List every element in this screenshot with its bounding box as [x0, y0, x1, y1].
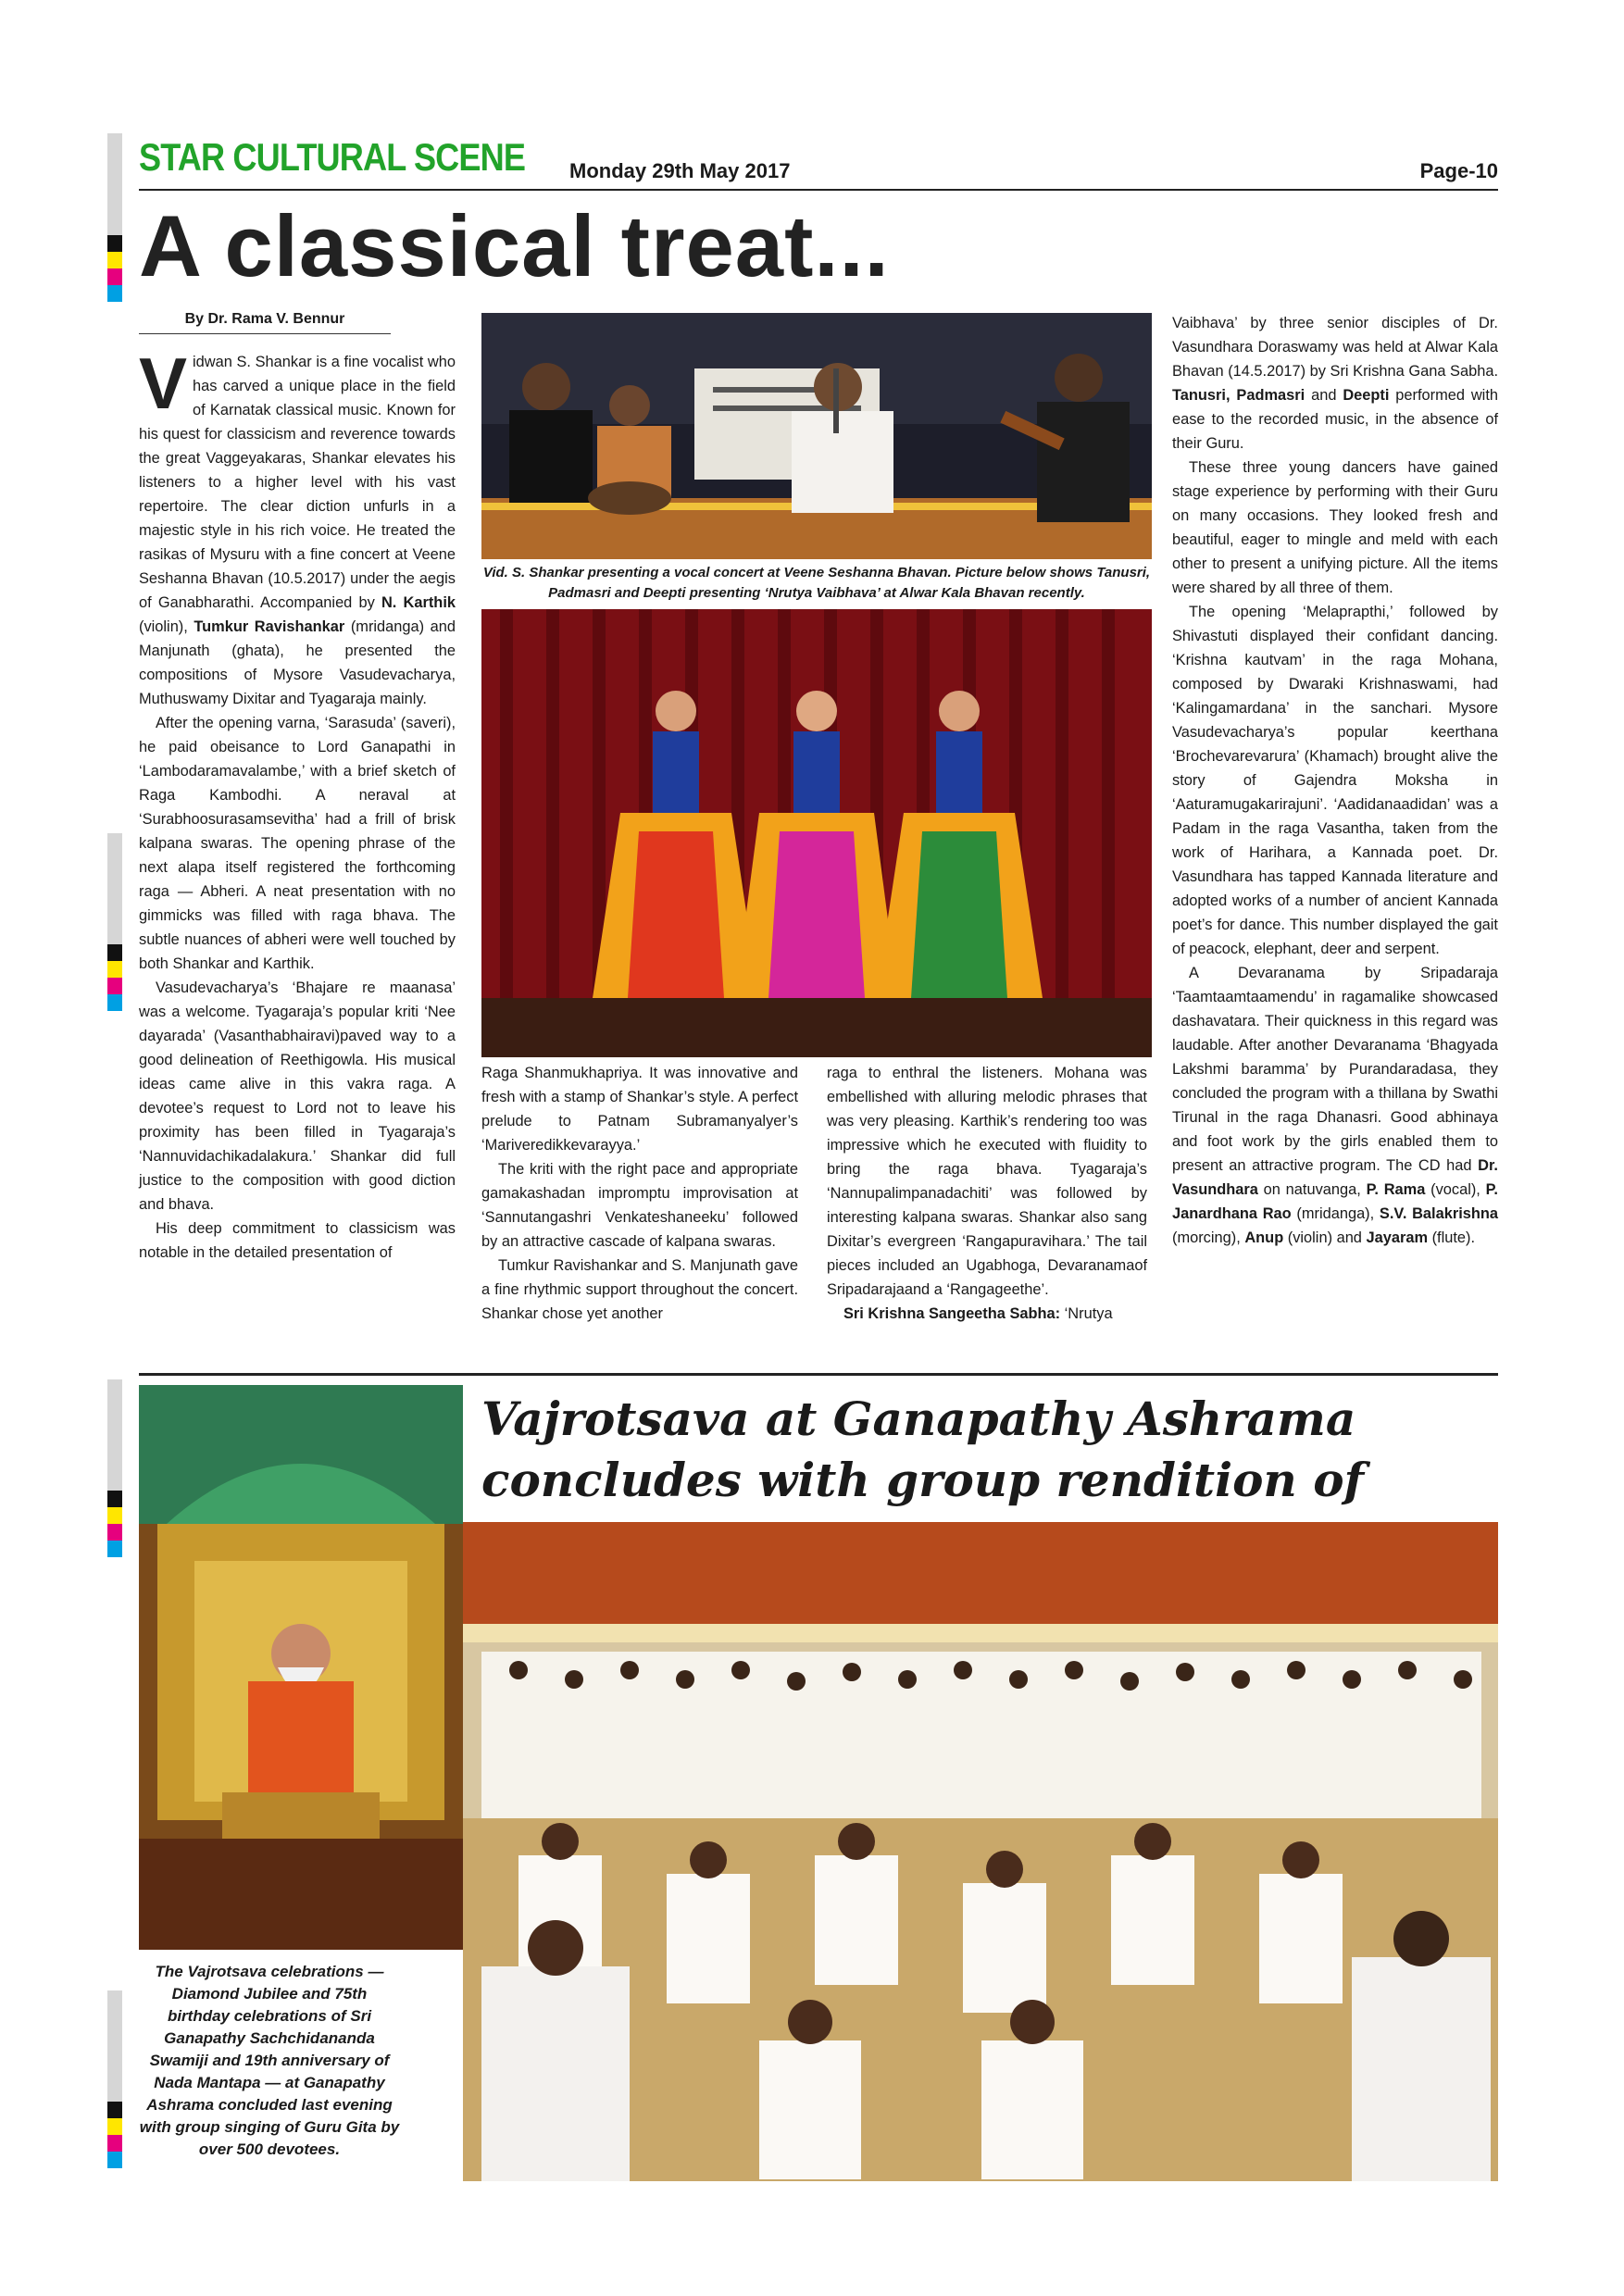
paragraph: Raga Shanmukhapriya. It was innovative and fresh with a stamp of Shankar’s style. A perfect prelude to Patnam Subramanyalyer’s ‘Mariveredikkevarayya.’	[481, 1065, 798, 1154]
paragraph: The opening ‘Melaprapthi,’ followed by Shivastuti displayed their confidant dancing. ‘Krishna kautvam’ in the raga Mohana, composed by Dwaraki Krishnaswami, had ‘Kalingamardana’ in the sanchari. Mysore Vasudevacharya’s popular keerthana ‘Brochevarevarura’ (Khamach) brought alive the story of Gajendra Moksha in ‘Aaturamugakarirajuni’. ‘Aadidanaadidan’ was a Padam in the raga Vasantha, taken from the work of Harihara, a Kannada poet. Dr. Vasundhara has tapped Kannada literature and adopted works of a number of ancient Kannada poet’s for dance. This number displayed the gait of peacock, elephant, deer and serpent.	[1172, 604, 1498, 957]
paragraph: His deep commitment to classicism was notable in the detailed presentation of	[139, 1220, 456, 1261]
ashrama-photo-caption: The Vajrotsava celebrations — Diamond Jubilee and 75th birthday celebrations of Sri Ganapathy Sachchidananda Swamiji and 19th anniversary of Nada Mantapa — at Ganapathy Ashrama concluded last evening with group singing of Guru Gita by over 500 devotees.	[139, 1963, 400, 2158]
registration-marks-bottom	[107, 1990, 122, 2168]
registration-marks-mid	[107, 833, 122, 1011]
article2-headline: Vajrotsava at Ganapathy Ashrama concludes with group rendition of	[481, 1391, 1365, 1507]
dance-photo	[481, 609, 1152, 1057]
paragraph: raga to enthral the listeners. Mohana was embellished with alluring melodic phrases that was very pleasing. Karthik’s rendering too was impressive which he executed with fluidity to bring the raga bhava. Tyagaraja’s ‘Nannupalimpanadachiti’ was followed by interesting kalpana swaras. Shankar also sang Dixitar’s evergreen ‘Rangapuravihara.’ The tail pieces included an Ugabhoga, Devaranamaof Sripadarajaand a ‘Rangageethe’.	[827, 1065, 1147, 1298]
paragraph: The kriti with the right pace and appropriate gamakashadan impromptu improvisation at ‘Sannutangashri Venkateshaneeku’ followed by an attractive cascade of kalpana swaras.	[481, 1161, 798, 1250]
article-column-4: Vaibhava’ by three senior disciples of Dr. Vasundhara Doraswamy was held at Alwar Kala Bhavan (14.5.2017) by Sri Krishna Gana Sabha. Tanusri, Padmasri and Deepti performed with ease to the recorded music, in the absence of their Guru. These three young dancers have gained stage experience by performing with their Guru on many occasions. They looked fresh and beautiful, eager to mingle and meld with each other to present a unifying picture. All the items were shared by all three of them. The opening ‘Melaprapthi,’ followed by Shivastuti displayed their confidant dancing. ‘Krishna kautvam’ in the raga Mohana, composed by Dwaraki Krishnaswami, had ‘Kalingamardana’ in the sanchari. Mysore Vasudevacharya’s popular keerthana ‘Brochevarevarura’ (Khamach) brought alive the story of Gajendra Moksha in ‘Aaturamugakarirajuni’. ‘Aadidanaadidan’ was a Padam in the raga Vasantha, taken from the work of Harihara, a Kannada poet. Dr. Vasundhara has tapped Kannada literature and adopted works of a number of ancient Kannada poet’s for dance. This number displayed the gait of peacock, elephant, deer and serpent. A Devaranama by Sripadaraja ‘Taamtaamtaamendu’ in ragamalike showcased dashavatara. Their quickness in this regard was laudable. After another Devaranama ‘Bhagyada Lakshmi baramma’ by Purandaradasa, they concluded the program with a thillana by Swathi Tirunal in the raga Dhanasri. Good abhinaya and foot work by the girls enabled them to present an attractive program. The CD had Dr. Vasundhara on natuvanga, P. Rama (vocal), P. Janardhana Rao (mridanga), S.V. Balakrishna (morcing), Anup (violin) and Jayaram (flute).	[1172, 315, 1499, 1246]
paragraph: Tumkur Ravishankar and S. Manjunath gave a fine rhythmic support throughout the concert. Shankar chose yet another	[481, 1257, 798, 1322]
byline: By Dr. Rama V. Bennur	[184, 311, 345, 327]
paragraph: After the opening varna, ‘Sarasuda’ (saveri), he paid obeisance to Lord Ganapathi in ‘Lambodaramavalambe,’ with a brief sketch of Raga Kambodhi. A neraval at ‘Surabhoosurasamsevitha’ had a frill of brisk kalpana swaras. The opening phrase of the next alapa itself registered the forthcoming raga — Abheri. A neat presentation with no gimmicks was filled with raga bhava. The subtle nuances of abheri were well touched by both Shankar and Karthik.	[139, 715, 456, 972]
issue-date: Monday 29th May 2017	[569, 159, 791, 182]
article-column-1: Vidwan S. Shankar is a fine vocalist who has carved a unique place in the field of Karnatak classical music. Known for his quest for classicism and reverence towards the great Vaggeyakaras, Shankar elevates his listeners to a higher level with his vast repertoire. The clear diction unfurls in a majestic style in his rich voice. He treated the rasikas of Mysuru with a fine concert at Veene Seshanna Bhavan (10.5.2017) under the aegis of Ganabharathi. Accompanied by N. Karthik (violin), Tumkur Ravishankar (mridanga) and Manjunath (ghata), he presented the compositions of Mysore Vasudevacharya, Muthuswamy Dixitar and Tyagaraja mainly. After the opening varna, ‘Sarasuda’ (saveri), he paid obeisance to Lord Ganapathi in ‘Lambodaramavalambe,’ with a brief sketch of Raga Kambodhi. A neraval at ‘Surabhoosurasamsevitha’ had a frill of brisk kalpana swaras. The opening phrase of the next alapa itself registered the forthcoming raga — Abheri. A neat presentation with no gimmicks was filled with raga bhava. The subtle nuances of abheri were well touched by both Shankar and Karthik. Vasudevacharya’s ‘Bhajare re maanasa’ was a welcome. Tyagaraja’s popular kriti ‘Nee dayarada’ (Vasanthabhairavi)paved way to a good delineation of Reethigowla. His musical ideas came alive in this vakra raga. A devotee’s request to Lord not to leave his proximity has been filled in Tyagaraja’s ‘Nannuvidachikadalakura.’ Shankar did full justice to the composition with good diction and bhava. His deep commitment to classicism was notable in the detailed presentation of	[139, 350, 456, 1265]
devotees-photo	[463, 1522, 1498, 2181]
article-column-2	[481, 1061, 798, 1326]
section-divider	[139, 1373, 1498, 1376]
section-label: STAR CULTURAL SCENE	[139, 135, 526, 179]
drop-cap: V	[139, 343, 188, 424]
article-column-3: raga to enthral the listeners. Mohana was embellished with alluring melodic phrases that was very pleasing. Karthik’s rendering too was impressive which he executed with fluidity to bring the raga bhava. Tyagaraja’s ‘Nannupalimpanadachiti’ was followed by interesting kalpana swaras. Shankar also sang Dixitar’s evergreen ‘Rangapuravihara.’ The tail pieces included an Ugabhoga, Devaranamaof Sripadarajaand a ‘Rangageethe’. Sri Krishna Sangeetha Sabha: ‘Nrutya	[827, 1061, 1147, 1326]
swamiji-photo	[139, 1385, 463, 1950]
header-rule	[139, 189, 1498, 191]
registration-marks-lower	[107, 1379, 122, 1557]
venue-subhead: Sri Krishna Sangeetha Sabha:	[843, 1305, 1061, 1322]
paragraph: These three young dancers have gained stage experience by performing with their Guru on many occasions. They looked fresh and beautiful, eager to mingle and meld with each other to present a unifying picture. All the items were shared by all three of them.	[1172, 459, 1498, 596]
article-headline: A classical treat...	[139, 197, 890, 294]
byline-rule	[139, 333, 391, 334]
registration-marks-top	[107, 133, 122, 302]
paragraph: Vasudevacharya’s ‘Bhajare re maanasa’ was a welcome. Tyagaraja’s popular kriti ‘Nee dayarada’ (Vasanthabhairavi)paved way to a good delineation of Reethigowla. His musical ideas came alive in this vakra raga. A devotee’s request to Lord not to leave his proximity has been filled in Tyagaraja’s ‘Nannuvidachikadalakura.’ Shankar did full justice to the composition with good diction and bhava.	[139, 980, 456, 1213]
page-number: Page-10	[1419, 159, 1498, 182]
concert-photo	[481, 313, 1152, 559]
concert-photo-caption: Vid. S. Shankar presenting a vocal concert at Veene Seshanna Bhavan. Picture below shows Tanusri, Padmasri and Deepti presenting ‘Nrutya Vaibhava’ at Alwar Kala Bhavan recently.	[482, 565, 1151, 601]
